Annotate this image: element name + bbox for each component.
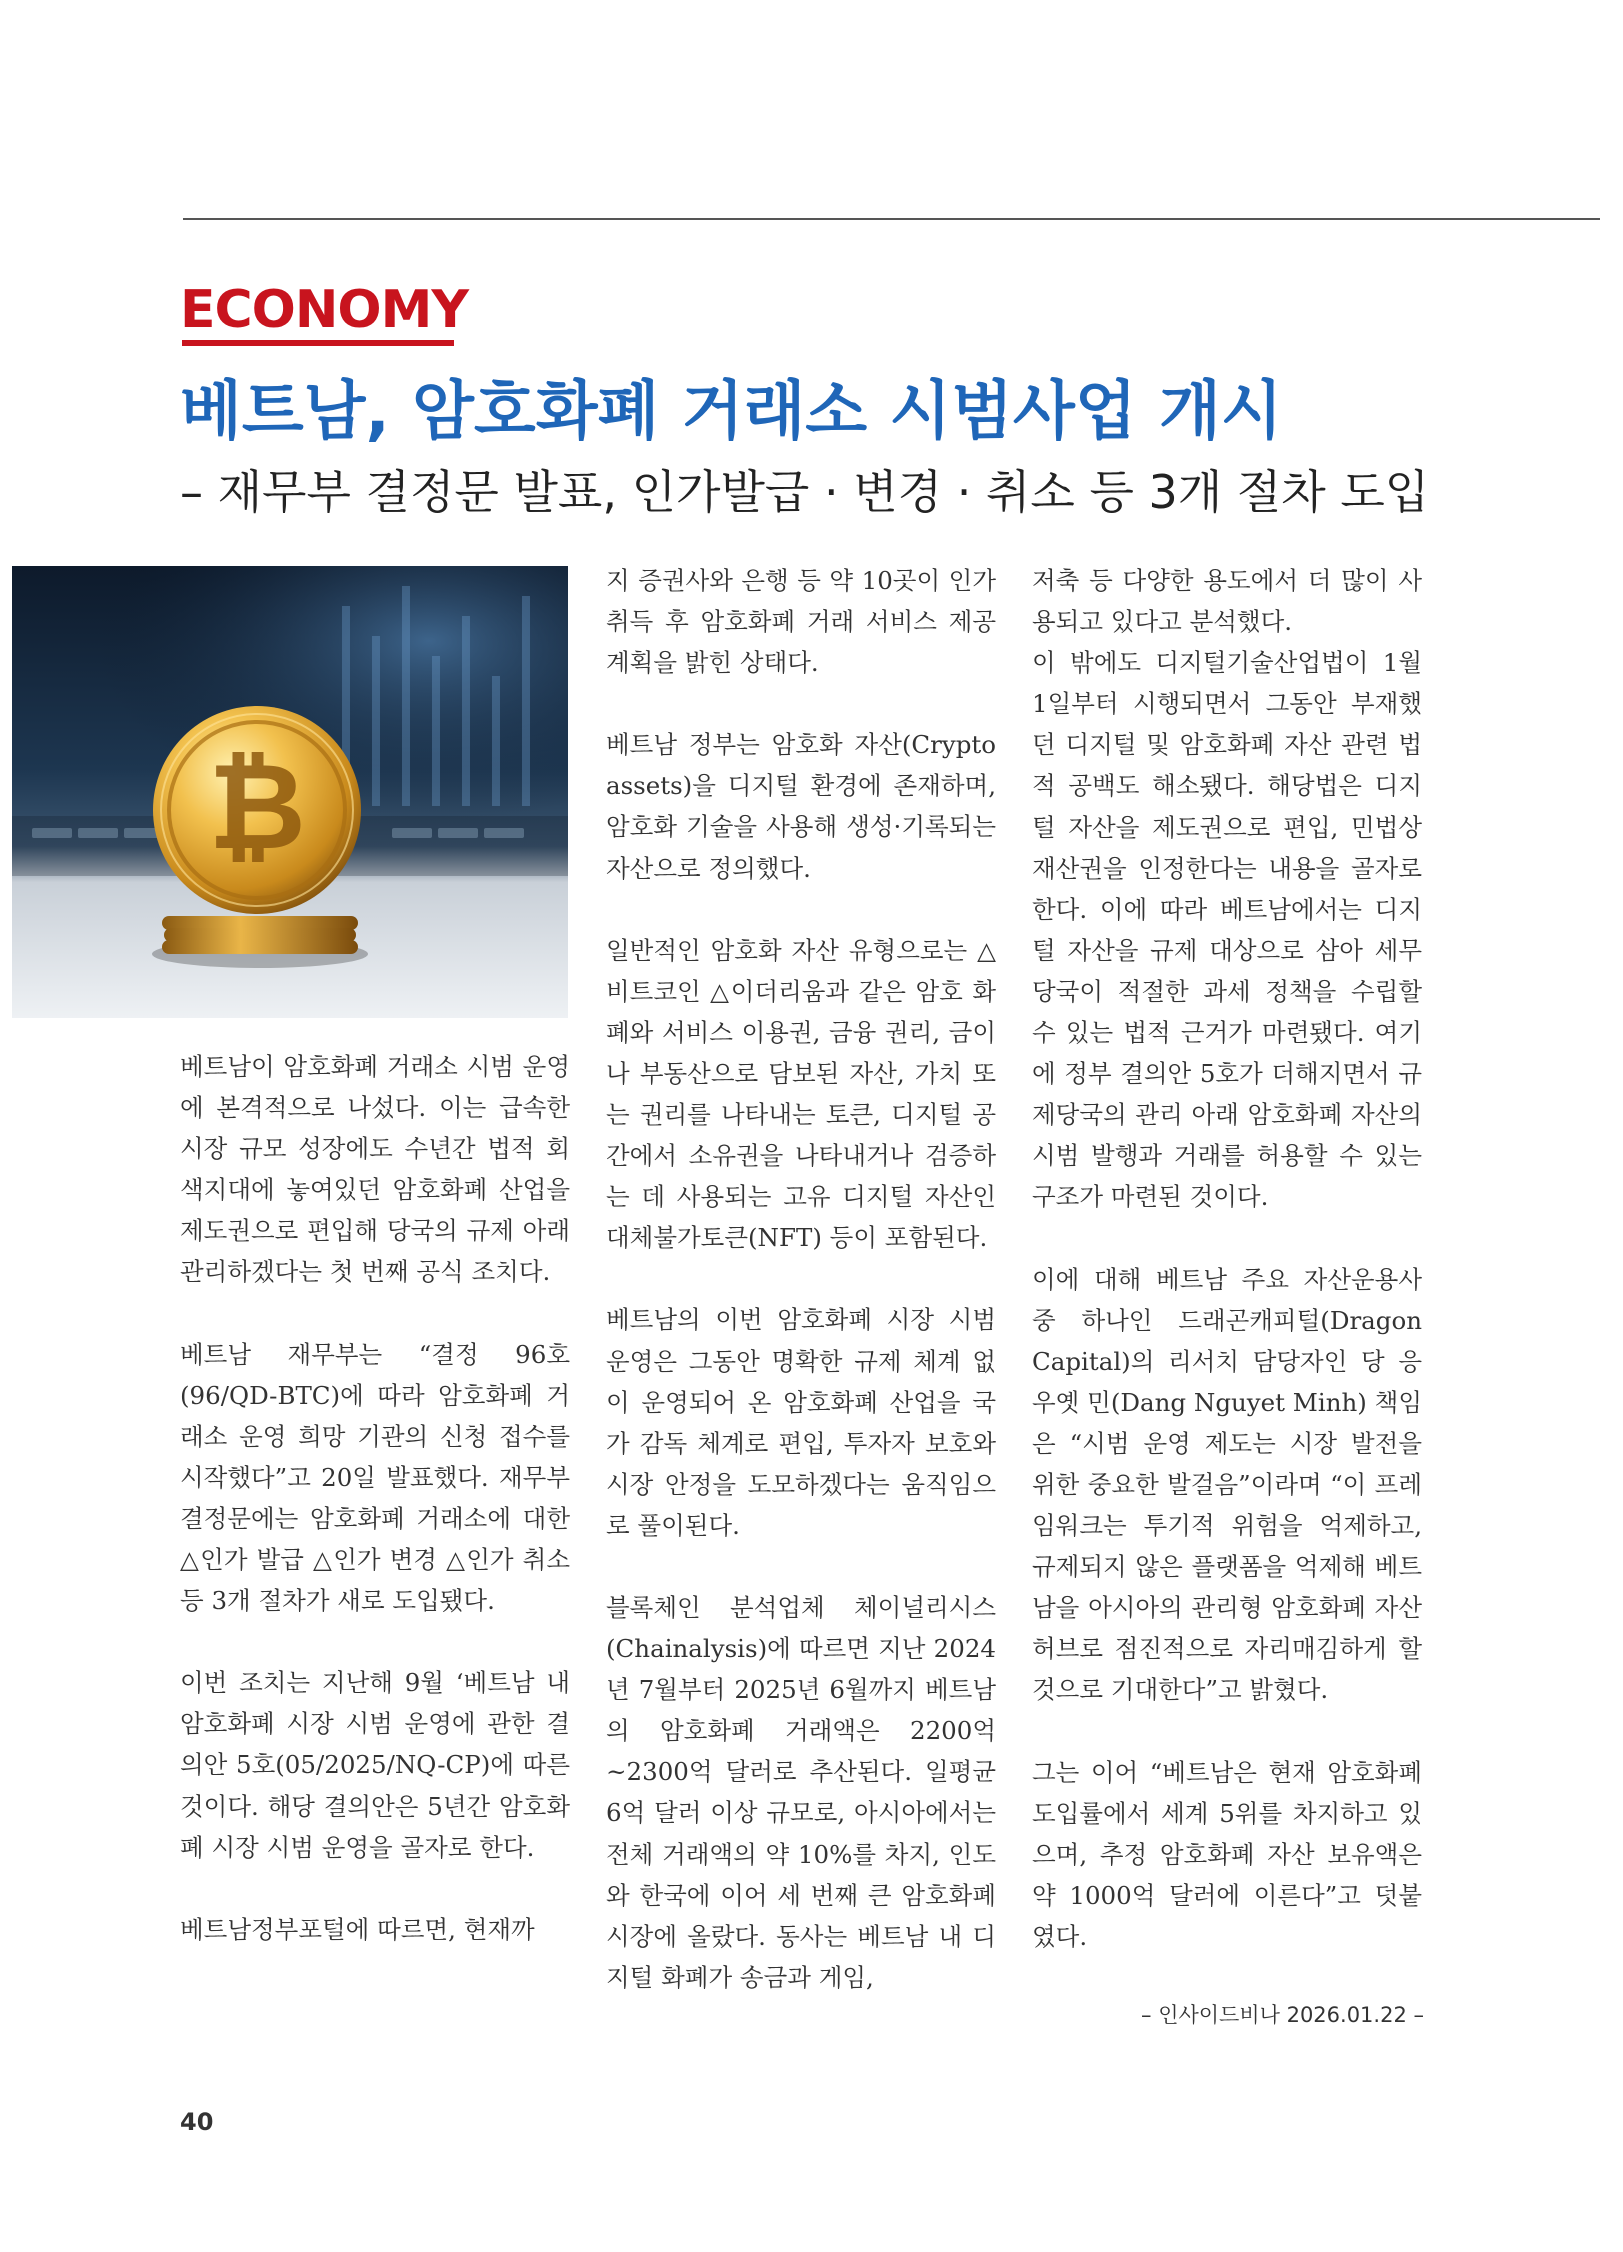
section-underline: [182, 340, 454, 346]
column-3: [1032, 560, 1422, 1957]
paragraph: 그는 이어 “베트남은 현재 암호화폐 도입률에서 세계 5위를 차지하고 있으며, 추정 암호화폐 자산 보유액은 약 1000억 달러에 이른다”고 덧붙였다.: [1032, 1757, 1422, 1951]
headline: 베트남, 암호화폐 거래소 시범사업 개시: [180, 375, 1283, 449]
paragraph: 베트남의 이번 암호화폐 시장 시범 운영은 그동안 명확한 규제 체계 없이 운영되어 온 암호화폐 산업을 국가 감독 체계로 편입, 투자자 보호와 시장 안정을 도모하겠다는 움직임으로 풀이된다.: [606, 1305, 996, 1540]
paragraph: 이 밖에도 디지털기술산업법이 1월 1일부터 시행되면서 그동안 부재했던 디지털 및 암호화폐 자산 관련 법적 공백도 해소됐다. 해당법은 디지털 자산을 제도권으로 편입, 민법상 재산권을 인정한다는 내용을 골자로 한다. 이에 따라 베트남에서는 디지털 자산을 규제 대상으로 삼아 세무당국이 적절한 과세 정책을 수립할 수 있는 법적 근거가 마련됐다. 여기에 정부 결의안 5호가 더해지면서 규제당국의 관리 아래 암호화폐 자산의 시범 발행과 거래를 허용할 수 있는 구조가 마련된 것이다.: [1032, 648, 1422, 1212]
column-1: [180, 1046, 570, 1950]
paragraph: 베트남 재무부는 “결정 96호(96/QD-BTC)에 따라 암호화폐 거래소 운영 희망 기관의 신청 접수를 시작했다”고 20일 발표했다. 재무부 결정문에는 암호화폐 거래소에 대한 △인가 발급 △인가 변경 △인가 취소 등 3개 절차가 새로 도입됐다.: [180, 1339, 570, 1616]
paragraph: 저축 등 다양한 용도에서 더 많이 사용되고 있다고 분석했다.: [1032, 566, 1422, 637]
paragraph: 이에 대해 베트남 주요 자산운용사 중 하나인 드래곤캐피털(Dragon Capital)의 리서치 담당자인 당 응우옛 민(Dang Nguyet Minh) 책임은 “시범 운영 제도는 시장 발전을 위한 중요한 발걸음”이라며 “이 프레임워크는 투기적 위험을 억제하고, 규제되지 않은 플랫폼을 억제해 베트남을 아시아의 관리형 암호화폐 자산 허브로 점진적으로 자리매김하게 할 것으로 기대한다”고 밝혔다.: [1032, 1264, 1422, 1705]
svg-text:₿: ₿: [208, 738, 306, 877]
paragraph: 베트남 정부는 암호화 자산(Crypto assets)을 디지털 환경에 존재하며, 암호화 기술을 사용해 생성·기록되는 자산으로 정의했다.: [606, 730, 996, 883]
paragraph: 베트남이 암호화폐 거래소 시범 운영에 본격적으로 나섰다. 이는 급속한 시장 규모 성장에도 수년간 법적 회색지대에 놓여있던 암호화폐 산업을 제도권으로 편입해 당국의 규제 아래 관리하겠다는 첫 번째 공식 조치다.: [180, 1052, 570, 1287]
bitcoin-photo: [12, 566, 568, 1018]
subheadline: – 재무부 결정문 발표, 인가발급 · 변경 · 취소 등 3개 절차 도입: [180, 465, 1430, 519]
top-rule-end: [1580, 218, 1600, 220]
top-rule: [183, 218, 1591, 220]
paragraph: 일반적인 암호화 자산 유형으로는 △비트코인 △이더리움과 같은 암호 화폐와 서비스 이용권, 금융 권리, 금이나 부동산으로 담보된 자산, 가치 또는 권리를 나타내는 토큰, 디지털 공간에서 소유권을 나타내거나 검증하는 데 사용되는 고유 디지털 자산인 대체불가토큰(NFT) 등이 포함된다.: [606, 935, 996, 1253]
section-label: ECONOMY: [180, 280, 469, 340]
paragraph: 지 증권사와 은행 등 약 10곳이 인가 취득 후 암호화폐 거래 서비스 제공 계획을 밝힌 상태다.: [606, 566, 996, 678]
paragraph: 베트남정부포털에 따르면, 현재까: [180, 1914, 535, 1944]
page-number: 40: [180, 2108, 214, 2136]
paragraph: 블록체인 분석업체 체이널리시스(Chainalysis)에 따르면 지난 2024년 7월부터 2025년 6월까지 베트남의 암호화폐 거래액은 2200억~2300억 달러로 추산된다. 일평균 6억 달러 이상 규모로, 아시아에서는 전체 거래액의 약 10%를 차지, 인도와 한국에 이어 세 번째 큰 암호화폐 시장에 올랐다. 동사는 베트남 내 디지털 화폐가 송금과 게임,: [606, 1592, 996, 1992]
column-2: [606, 560, 996, 1998]
paragraph: 이번 조치는 지난해 9월 ‘베트남 내 암호화폐 시장 시범 운영에 관한 결의안 5호(05/2025/NQ-CP)에 따른 것이다. 해당 결의안은 5년간 암호화폐 시장 시범 운영을 골자로 한다.: [180, 1668, 570, 1862]
source-credit: – 인사이드비나 2026.01.22 –: [1141, 2003, 1424, 2027]
